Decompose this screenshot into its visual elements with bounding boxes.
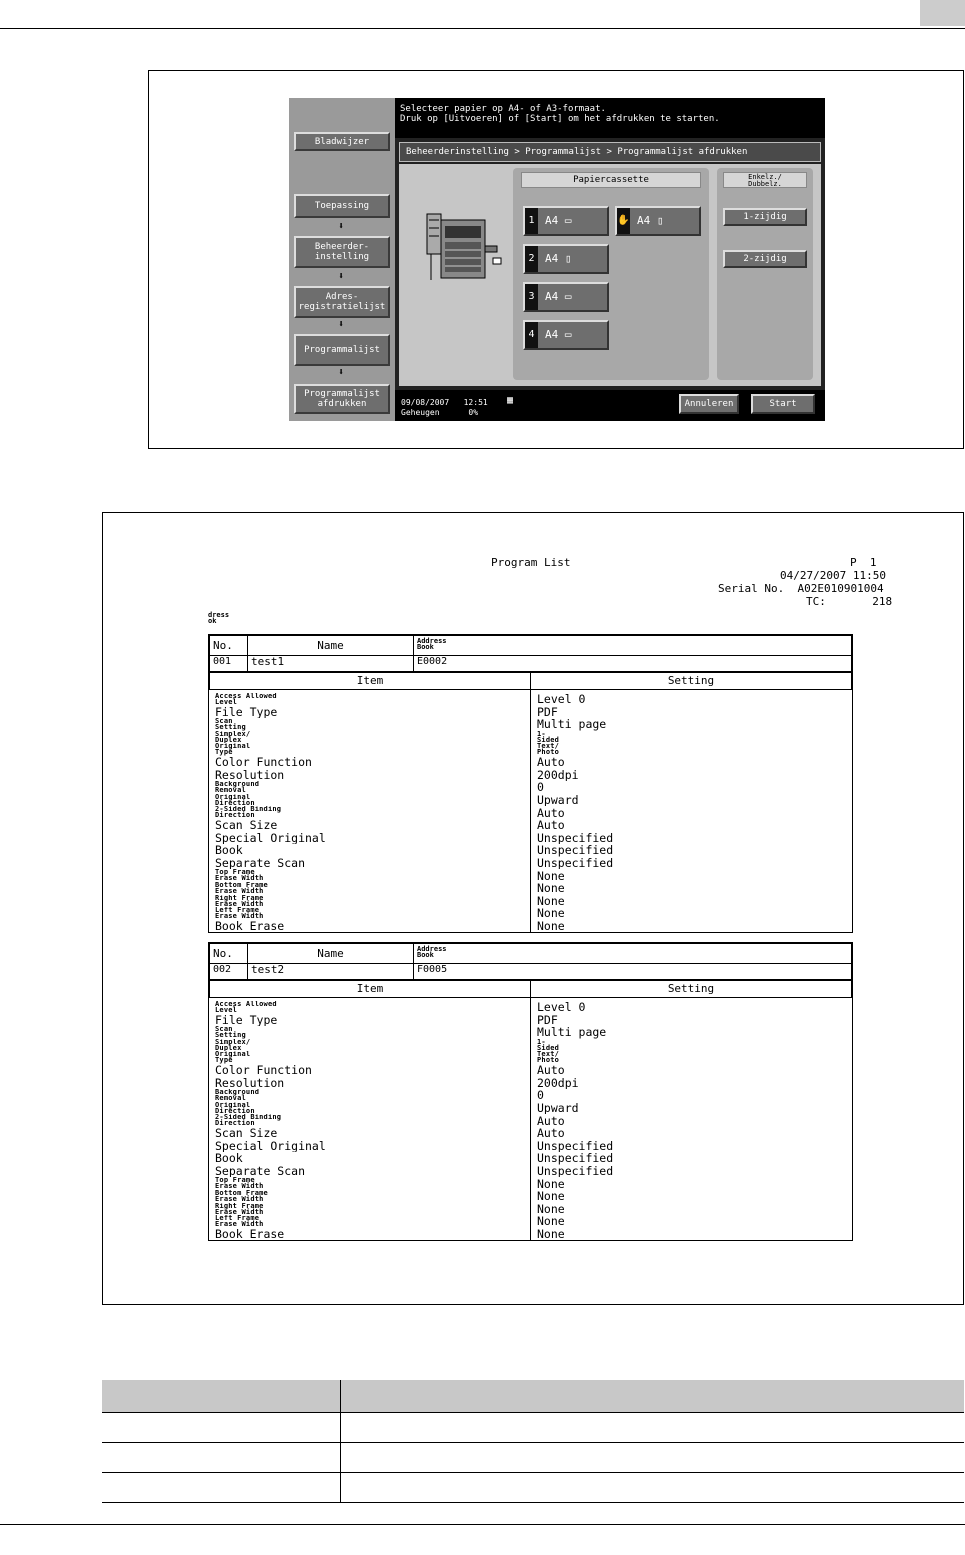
program-block-2	[208, 942, 853, 1241]
report-title: Program List	[491, 556, 571, 569]
program-name: test1	[248, 656, 414, 672]
setting-row: None	[537, 881, 565, 895]
report-tc: TC: 218	[806, 595, 893, 608]
setting-row: None	[537, 907, 565, 920]
network-icon: ▦	[507, 395, 514, 406]
table-row	[102, 1442, 964, 1472]
tray-size: A4 ▭	[545, 328, 572, 341]
nav-admin-settings-button[interactable]: Beheerder- instelling	[294, 236, 390, 268]
table-cell	[340, 1472, 964, 1502]
memory-status: Geheugen 0%	[401, 408, 479, 417]
program-header-table	[209, 943, 852, 980]
item-setting-header	[209, 980, 852, 998]
setting-row: 200dpi	[537, 768, 579, 782]
item-row: Scan Size	[215, 1126, 278, 1140]
tray-3-button[interactable]	[523, 282, 609, 312]
setting-row: Auto	[537, 806, 565, 819]
item-column	[209, 690, 531, 932]
setting-row: Multi page	[537, 718, 607, 731]
item-row: Left Frame Erase Width	[215, 1215, 264, 1228]
duplex-title: Enkelz./ Dubbelz.	[723, 172, 807, 188]
setting-row: None	[537, 1227, 565, 1241]
report-side-label: dress ok	[208, 611, 230, 625]
setting-row: Auto	[537, 1063, 565, 1077]
setting-row: None	[537, 1189, 565, 1203]
table-cell	[102, 1412, 340, 1442]
name-header: Name	[248, 944, 414, 964]
setting-row: PDF	[537, 1013, 558, 1027]
setting-row: 0	[537, 1089, 544, 1102]
tray-size: A4 ▯	[545, 252, 572, 265]
instruction-message	[395, 98, 825, 138]
item-row: Scan Size	[215, 818, 278, 832]
table-row	[102, 1472, 964, 1502]
setting-row: 1- Sided	[537, 1038, 560, 1052]
tray-number: 2	[525, 246, 538, 272]
cancel-button[interactable]: Annuleren	[679, 394, 739, 414]
setting-row: Auto	[537, 755, 565, 769]
message-line-1: Selecteer papier op A4- of A3-formaat.	[400, 104, 606, 114]
breadcrumb: Beheerderinstelling > Programmalijst > Programmalijst afdrukken	[399, 142, 821, 162]
no-header: No.	[210, 636, 248, 656]
table-header-row	[102, 1380, 964, 1412]
name-header: Name	[248, 636, 414, 656]
simplex-duplex-group	[717, 168, 813, 380]
item-row: Scan Setting	[215, 1026, 246, 1039]
item-row: Right Frame Erase Width	[215, 1202, 264, 1216]
item-row: Original Direction	[215, 793, 255, 807]
start-button[interactable]: Start	[751, 394, 815, 414]
program-address: F0005	[414, 964, 852, 980]
item-row: Bottom Frame Erase Width	[215, 881, 268, 895]
setting-row: Multi page	[537, 1026, 607, 1039]
item-row: Left Frame Erase Width	[215, 907, 264, 920]
simplex-button[interactable]: 1-zijdig	[723, 208, 807, 226]
setting-row: Unspecified	[537, 1139, 614, 1153]
item-row: Simplex/ Duplex	[215, 1038, 251, 1052]
report-page: P 1	[850, 556, 877, 569]
setting-row: 1- Sided	[537, 730, 560, 744]
item-row: Book Erase	[215, 1227, 285, 1241]
setting-row: Unspecified	[537, 844, 614, 857]
item-row: File Type	[215, 1013, 278, 1027]
setting-row: 0	[537, 781, 544, 794]
down-arrow-icon: ⬇	[337, 271, 345, 282]
item-row: Separate Scan	[215, 1164, 306, 1178]
address-book-header: Address Book	[414, 636, 852, 656]
tray-size: A4 ▯	[637, 214, 664, 227]
table-header-cell	[340, 1380, 964, 1412]
down-arrow-icon: ⬇	[337, 221, 345, 232]
setting-row: Upward	[537, 793, 579, 807]
table-cell	[340, 1442, 964, 1472]
program-header-table	[209, 635, 852, 672]
setting-row: None	[537, 869, 565, 882]
item-row: Access Allowed Level	[215, 1001, 277, 1014]
item-column	[209, 998, 531, 1240]
item-row: Top Frame Erase Width	[215, 869, 264, 882]
bypass-tray-button[interactable]	[615, 206, 701, 236]
table-cell	[340, 1412, 964, 1442]
item-row: 2-Sided Binding Direction	[215, 806, 282, 819]
duplex-button[interactable]: 2-zijdig	[723, 250, 807, 268]
setting-row: Auto	[537, 1114, 565, 1127]
table-cell	[102, 1442, 340, 1472]
tray-1-button[interactable]	[523, 206, 609, 236]
cassette-title: Papiercassette	[521, 172, 701, 188]
item-row: Background Removal	[215, 1089, 260, 1102]
item-row: Separate Scan	[215, 856, 306, 870]
report-serial: Serial No. A02E010901004	[718, 582, 884, 595]
item-row: Scan Setting	[215, 718, 246, 731]
program-number: 002	[210, 964, 248, 980]
tray-number: 1	[525, 208, 538, 234]
page-tab	[920, 0, 965, 26]
setting-row: Text/ Photo	[537, 1051, 560, 1064]
setting-row: Unspecified	[537, 1164, 614, 1178]
printer-machine-icon	[419, 206, 509, 286]
program-address: E0002	[414, 656, 852, 672]
setting-header: Setting	[531, 673, 852, 690]
item-row: Original Direction	[215, 1101, 255, 1115]
item-row: Original Type	[215, 743, 251, 756]
item-row: Resolution	[215, 1076, 285, 1090]
item-setting-header	[209, 672, 852, 690]
item-row: Access Allowed Level	[215, 693, 277, 706]
item-setting-body	[209, 998, 852, 1240]
tray-size: A4 ▭	[545, 214, 572, 227]
table-header-cell	[102, 1380, 340, 1412]
setting-row: Auto	[537, 818, 565, 832]
tray-4-button[interactable]	[523, 320, 609, 350]
setting-row: None	[537, 1202, 565, 1216]
item-row: 2-Sided Binding Direction	[215, 1114, 282, 1127]
message-line-2: Druk op [Uitvoeren] of [Start] om het afdrukken te starten.	[400, 114, 720, 124]
item-row: Book	[215, 844, 243, 857]
setting-row: Unspecified	[537, 1152, 614, 1165]
program-name: test2	[248, 964, 414, 980]
setting-row: None	[537, 894, 565, 908]
item-row: Resolution	[215, 768, 285, 782]
status-bar	[395, 390, 825, 421]
setting-row: PDF	[537, 705, 558, 719]
bypass-hand-icon: ✋	[617, 208, 630, 234]
item-setting-body	[209, 690, 852, 932]
item-row: Special Original	[215, 1139, 326, 1153]
report-date: 04/27/2007 11:50	[780, 569, 886, 582]
setting-row: Unspecified	[537, 856, 614, 870]
left-nav-panel	[289, 98, 395, 421]
setting-row: Text/ Photo	[537, 743, 560, 756]
item-row: Book Erase	[215, 919, 285, 933]
no-header: No.	[210, 944, 248, 964]
nav-program-list-button[interactable]: Programmalijst	[294, 334, 390, 366]
control-panel-screen	[289, 98, 825, 421]
setting-header: Setting	[531, 981, 852, 998]
program-block-1	[208, 634, 853, 933]
description-table	[102, 1380, 964, 1503]
tray-size: A4 ▭	[545, 290, 572, 303]
item-row: Simplex/ Duplex	[215, 730, 251, 744]
address-book-header: Address Book	[414, 944, 852, 964]
item-row: File Type	[215, 705, 278, 719]
setting-row: 200dpi	[537, 1076, 579, 1090]
nav-address-list-button[interactable]: Adres- registratielijst	[294, 286, 390, 318]
setting-row: Upward	[537, 1101, 579, 1115]
tray-number: 3	[525, 284, 538, 310]
setting-row: None	[537, 919, 565, 933]
setting-row: Level 0	[537, 693, 586, 706]
table-cell	[102, 1472, 340, 1502]
item-row: Bottom Frame Erase Width	[215, 1189, 268, 1203]
setting-column	[531, 690, 852, 932]
item-row: Top Frame Erase Width	[215, 1177, 264, 1190]
setting-row: Auto	[537, 1126, 565, 1140]
paper-selection-area	[399, 164, 821, 386]
setting-row: None	[537, 1215, 565, 1228]
item-header: Item	[210, 981, 531, 998]
setting-row: Level 0	[537, 1001, 586, 1014]
nav-utility-button[interactable]: Toepassing	[294, 194, 390, 218]
setting-row: Unspecified	[537, 831, 614, 845]
down-arrow-icon: ⬇	[337, 319, 345, 330]
item-header: Item	[210, 673, 531, 690]
date-time: 09/08/2007 12:51	[401, 398, 488, 407]
setting-row: None	[537, 1177, 565, 1190]
paper-cassette-group	[513, 168, 709, 380]
item-row: Color Function	[215, 1063, 312, 1077]
item-row: Right Frame Erase Width	[215, 894, 264, 908]
header-rule	[0, 28, 965, 29]
setting-column	[531, 998, 852, 1240]
item-row: Color Function	[215, 755, 312, 769]
program-number: 001	[210, 656, 248, 672]
table-row	[102, 1412, 964, 1442]
bookmark-button[interactable]: Bladwijzer	[294, 132, 390, 151]
footer-rule	[0, 1524, 965, 1525]
item-row: Book	[215, 1152, 243, 1165]
nav-print-program-list-button[interactable]: Programmalijst afdrukken	[294, 384, 390, 414]
item-row: Background Removal	[215, 781, 260, 794]
tray-2-button[interactable]	[523, 244, 609, 274]
item-row: Special Original	[215, 831, 326, 845]
down-arrow-icon: ⬇	[337, 367, 345, 378]
item-row: Original Type	[215, 1051, 251, 1064]
tray-number: 4	[525, 322, 538, 348]
